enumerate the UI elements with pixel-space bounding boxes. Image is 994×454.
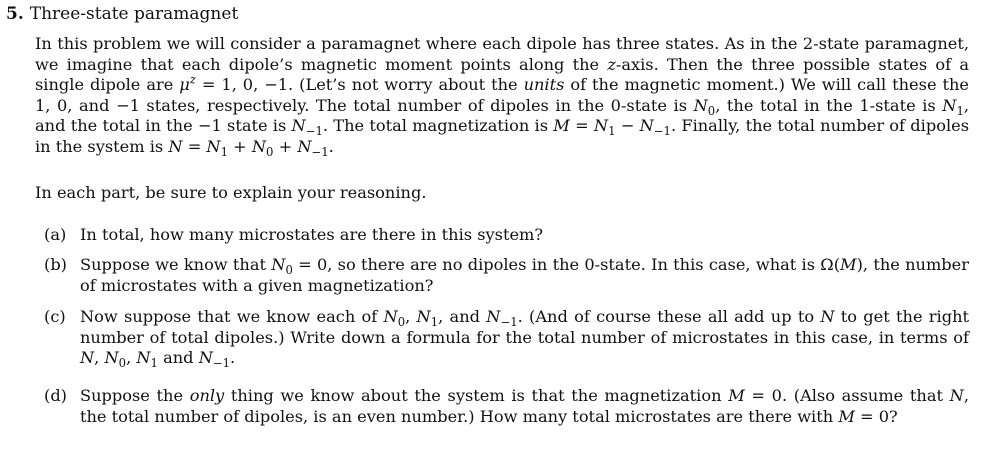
math-N: N [198,348,213,367]
intro-text: , the total in the 1-state is [715,95,943,115]
part-label: (d) [44,386,67,405]
math-subscript: 0 [266,144,274,159]
math-N: N [486,307,501,326]
math-N: N [251,136,267,156]
math-N: N [383,307,398,326]
part-text: = 0, so there are no dipoles in the 0-state. In this case, what is Ω( [292,255,841,274]
math-M: M [728,386,745,405]
part-text: = 0? [854,406,898,426]
math-M: M [553,116,570,135]
part-text: In total, how many microstates are there in this system? [80,225,544,244]
problem-number: 5. [6,4,24,24]
part-text: Suppose the [80,386,190,405]
math-subscript: −1 [305,124,323,139]
intro-text: In this problem we will consider a paramagnet where each dipole has three states. As in the 2-state paramagnet, we imagine that each dipole’s magnetic moment points along the [35,34,969,74]
math-M: M [838,406,855,426]
problem-title: Three-state paramagnet [29,4,239,24]
part-text: . (And of course these all add up to [517,307,821,326]
math-N: N [80,348,95,367]
problem-header [6,4,238,24]
part-c [44,307,969,369]
intro-text: (Let’s not worry about the [299,75,524,94]
part-d [44,386,969,427]
math-subscript: 1 [220,144,228,159]
math-subscript: 0 [707,103,716,118]
math-subscript: 1 [150,356,158,371]
math-N: N [693,95,708,115]
instruction-text: In each part, be sure to explain your reasoning. [35,183,427,202]
math-subscript: −1 [311,144,329,159]
math-N: N [416,307,431,326]
math-mu-values: = 1, 0, −1. [195,75,300,94]
intro-text: . Finally, the total number of dipoles in the system is [35,116,970,156]
math-subscript: 1 [956,103,964,118]
part-text: thing we know about the system is that the magnetization [224,386,729,405]
comma: , [126,348,137,367]
math-subscript: −1 [500,315,518,330]
math-z: z [607,54,616,74]
math-N: N [297,136,312,156]
math-N: N [271,255,286,274]
math-mu-superscript: z [189,72,196,87]
part-text: Suppose we know that [80,255,272,274]
math-N: N [593,116,609,135]
intro-text: -axis. Then the three possible states of a single dipole are [35,54,969,94]
math-subscript: 1 [608,124,616,139]
math-N: N [291,116,306,135]
part-a-text [80,225,969,246]
math-N: N [639,116,654,135]
math-operator: = [569,116,594,135]
emphasis-units: units [523,75,565,94]
math-N: N [168,136,183,156]
part-c-text [80,307,969,369]
part-text: ), the number of microstates with a given magnetization? [80,255,969,295]
math-subscript: −1 [653,124,671,139]
math-subscript: −1 [212,356,231,371]
intro-text: of the magnetic moment.) We will call these the 1, 0, and −1 states, respectively. The total number of dipoles in the 0-state is [35,75,969,115]
math-M: M [840,255,857,274]
math-subscript: 0 [118,356,127,371]
part-b-text [80,255,969,296]
emphasis-only: only [189,386,225,405]
part-text: Now suppose that we know each of [80,307,384,326]
part-text: to get the right number of total dipoles.) Write down a formula for the total number of microstates in this case, in terms of [80,307,970,347]
math-operator: + [273,136,298,156]
intro-text: , and the total in the −1 state is [35,95,970,135]
part-label: (c) [44,307,66,326]
part-text: and [157,348,199,367]
part-b [44,255,969,296]
math-N: N [949,386,964,405]
comma: , [94,348,105,367]
math-operator: − [615,116,640,135]
math-subscript: 0 [397,315,406,330]
intro-text: . [328,136,334,156]
part-a [44,225,969,246]
math-N: N [942,95,957,115]
math-N: N [104,348,119,367]
math-mu: μ [179,75,190,94]
intro-text: . The total magnetization is [322,116,554,135]
part-text: = 0. (Also assume that [744,386,950,405]
part-text: , and [438,307,487,326]
math-N: N [820,307,835,326]
comma: , [405,307,417,326]
part-text: , the total number of dipoles, is an even number.) How many total microstates are there with [80,386,969,426]
math-N: N [136,348,151,367]
part-label: (a) [44,225,67,244]
part-text: . [230,348,236,367]
math-operator: = [182,136,207,156]
math-N: N [206,136,221,156]
part-d-text [80,386,969,427]
math-subscript: 0 [285,263,293,278]
intro-paragraph [35,34,969,157]
math-operator: + [228,136,252,156]
math-subscript: 1 [430,315,439,330]
part-label: (b) [44,255,67,274]
